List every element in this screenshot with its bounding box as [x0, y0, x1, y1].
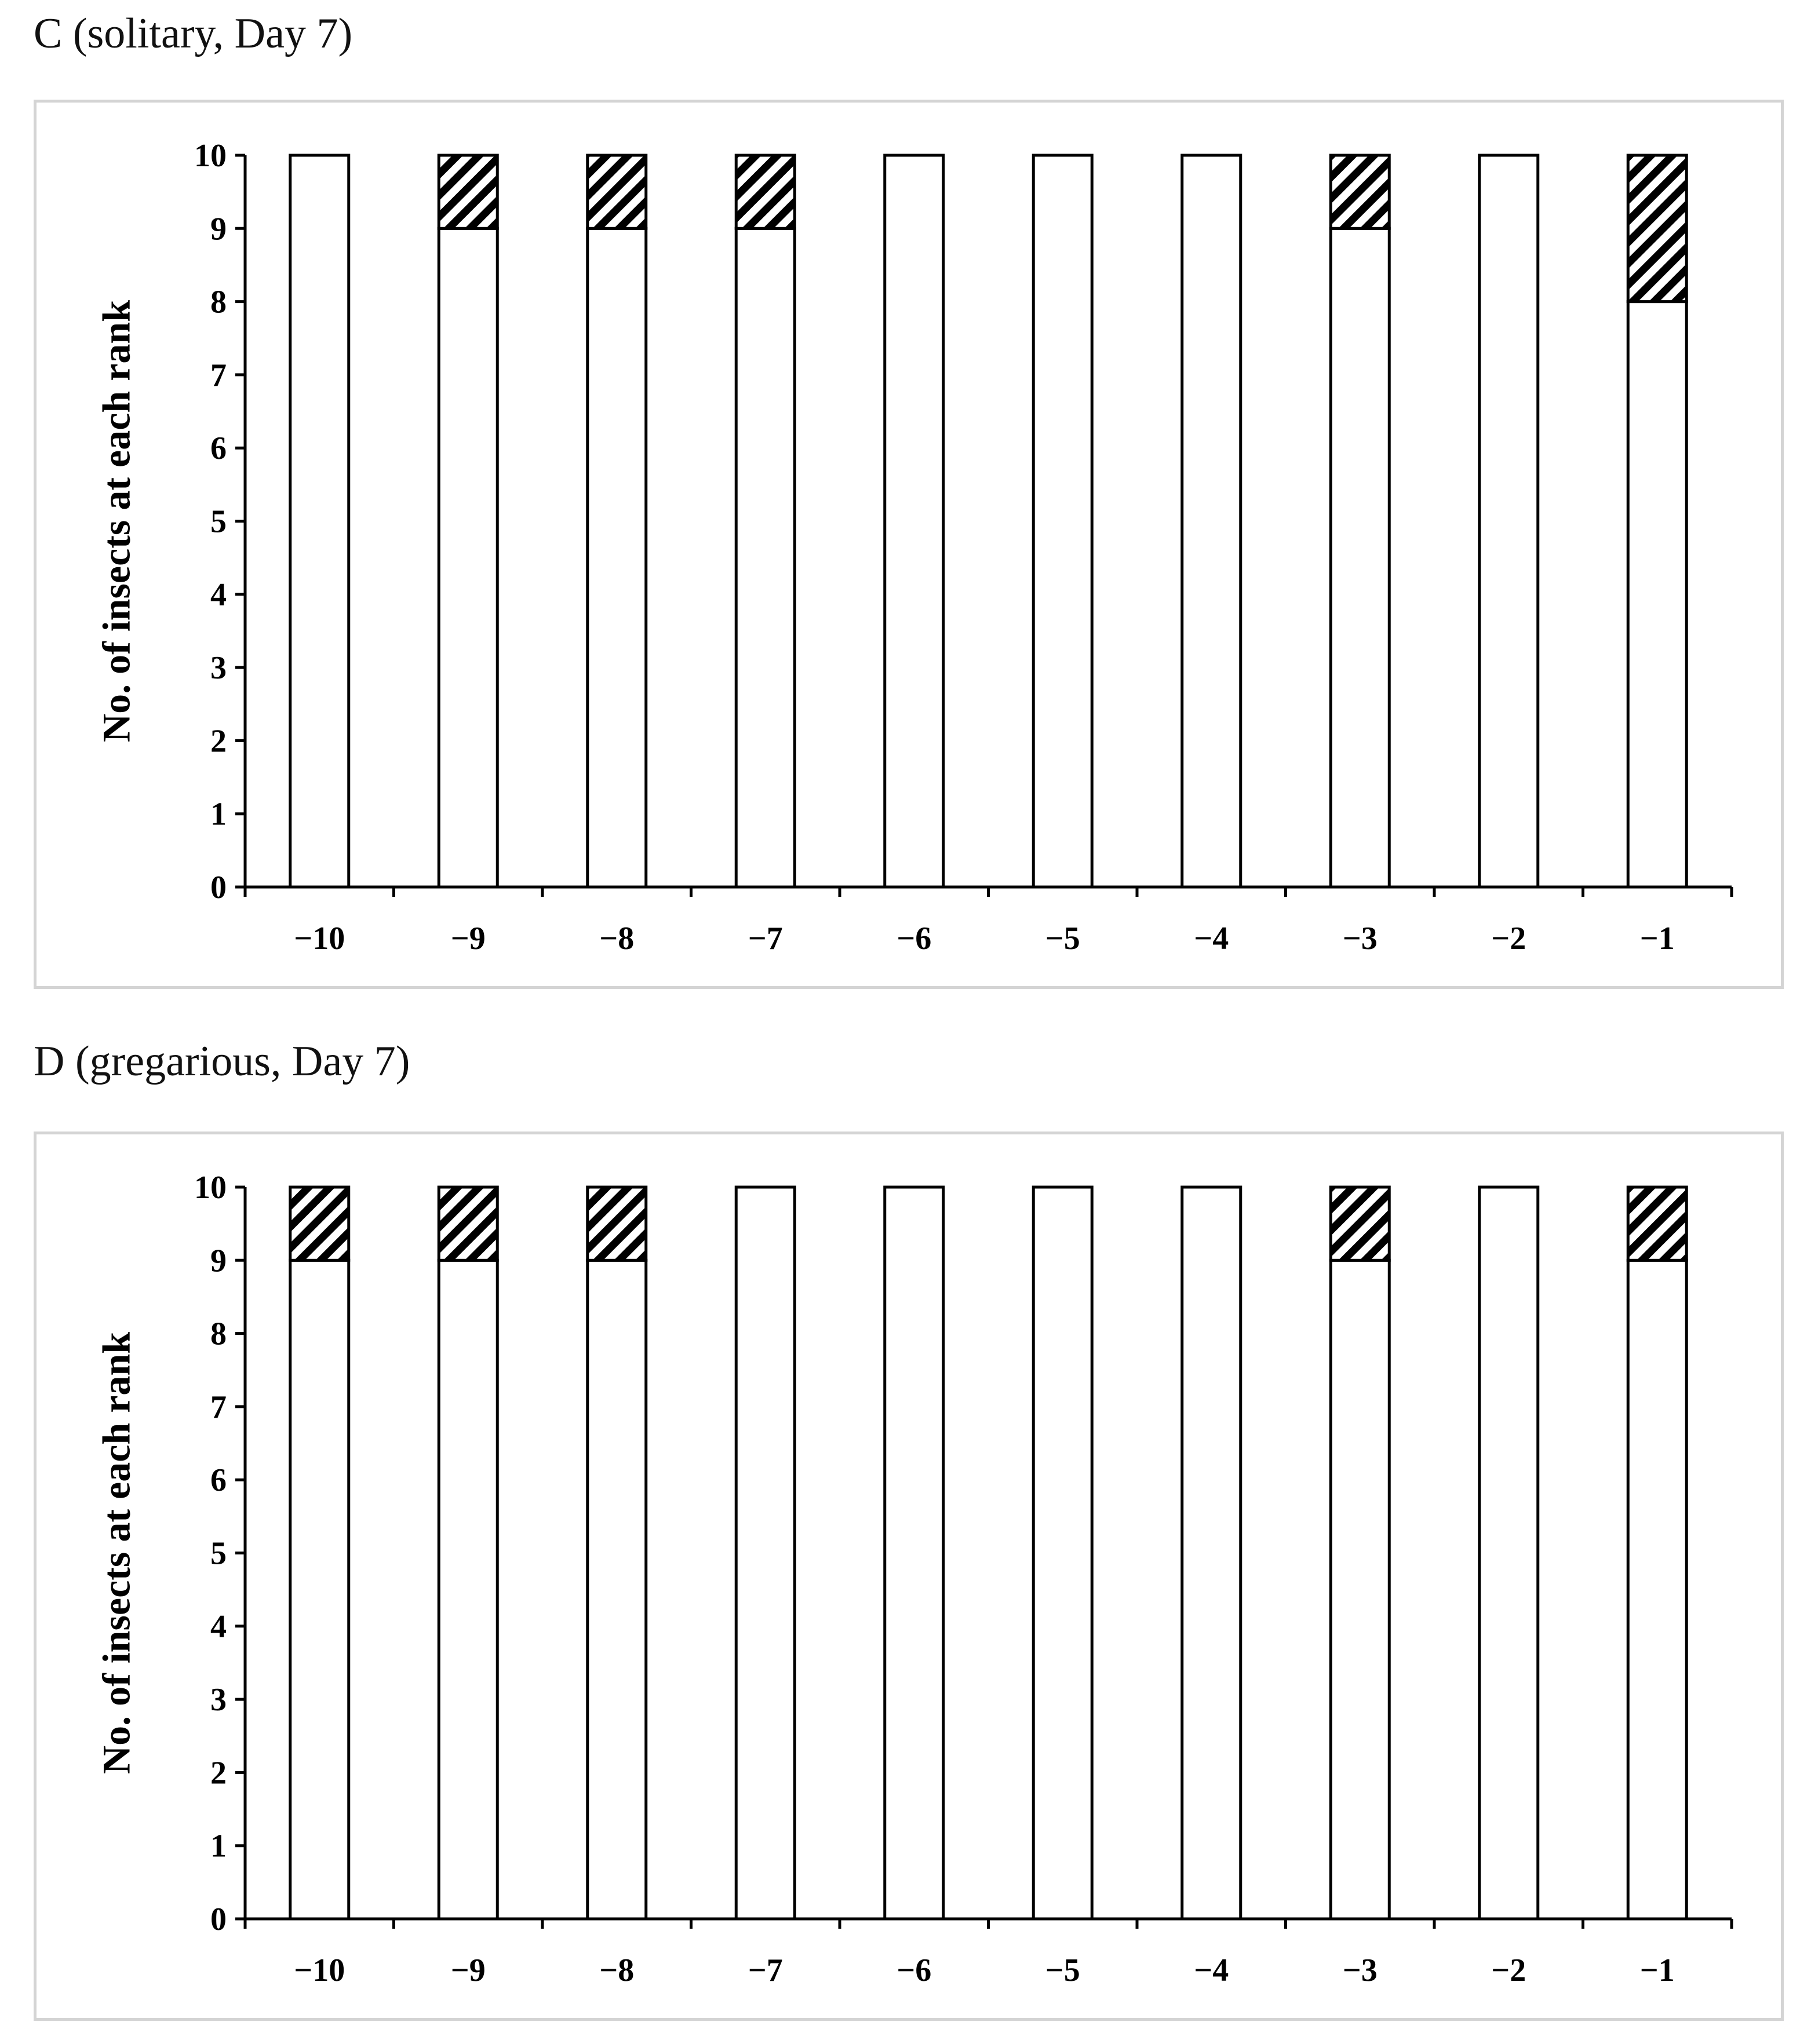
chart-d-y-tick-label: 7: [210, 1389, 227, 1425]
chart-c-x-tick-label: −2: [1491, 921, 1526, 957]
chart-c-y-axis-label: No. of insects at each rank: [94, 300, 139, 743]
chart-c-bar-hatched: [1331, 155, 1389, 228]
chart-c-x-tick-label: −8: [599, 921, 635, 957]
chart-c-bar-white: [1480, 155, 1538, 887]
chart-c-bar-hatched: [588, 155, 646, 228]
chart-c-bar-white: [439, 228, 497, 887]
chart-d-x-tick-label: −6: [897, 1952, 932, 1988]
chart-c-y-tick-label: 5: [210, 503, 227, 540]
chart-c-x-tick-label: −10: [294, 921, 345, 957]
chart-d-bar-white: [1033, 1187, 1092, 1919]
chart-d-y-tick-label: 8: [210, 1316, 227, 1352]
chart-d-x-tick-label: −1: [1639, 1952, 1675, 1988]
chart-d-bar-white: [1480, 1187, 1538, 1919]
chart-d-y-tick-label: 3: [210, 1682, 227, 1718]
chart-c-x-tick-label: −7: [748, 921, 783, 957]
chart-c-x-tick-label: −4: [1194, 921, 1229, 957]
chart-d-x-tick-label: −2: [1491, 1952, 1526, 1988]
chart-c-bar-white: [1033, 155, 1092, 887]
chart-d-x-tick-label: −5: [1045, 1952, 1080, 1988]
chart-c-bar-white: [290, 155, 349, 887]
chart-c-y-tick-label: 1: [210, 796, 227, 833]
chart-c-bar-hatched: [1628, 155, 1686, 302]
chart-d-y-tick-label: 1: [210, 1828, 227, 1864]
chart-c-svg: [37, 103, 1781, 986]
chart-d-bar-hatched: [1331, 1187, 1389, 1260]
chart-c-title: C (solitary, Day 7): [34, 10, 353, 57]
chart-d-x-tick-label: −9: [450, 1952, 486, 1988]
chart-c-y-tick-label: 8: [210, 284, 227, 320]
chart-d-x-tick-label: −3: [1342, 1952, 1378, 1988]
chart-c-bar-hatched: [439, 155, 497, 228]
chart-c-x-tick-label: −6: [897, 921, 932, 957]
chart-d-y-tick-label: 2: [210, 1755, 227, 1791]
chart-c-bar-white: [885, 155, 943, 887]
chart-d-bar-white: [439, 1260, 497, 1919]
chart-d-y-tick-label: 10: [194, 1170, 227, 1206]
chart-d-bar-white: [588, 1260, 646, 1919]
chart-c-bar-white: [588, 228, 646, 887]
chart-d-y-tick-label: 5: [210, 1535, 227, 1572]
chart-c-bar-white: [1182, 155, 1241, 887]
chart-c-y-tick-label: 9: [210, 211, 227, 247]
chart-c-bar-white: [1628, 302, 1686, 887]
chart-d-y-tick-label: 4: [210, 1608, 227, 1645]
chart-d-y-axis-label: No. of insects at each rank: [94, 1331, 139, 1775]
chart-d-title: D (gregarious, Day 7): [34, 1038, 410, 1085]
chart-d-x-tick-label: −4: [1194, 1952, 1229, 1988]
chart-c-x-tick-label: −1: [1639, 921, 1675, 957]
chart-d-frame: [34, 1132, 1784, 2021]
chart-d-bar-white: [290, 1260, 349, 1919]
chart-d-x-tick-label: −10: [294, 1952, 345, 1988]
chart-d-y-tick-label: 9: [210, 1243, 227, 1279]
chart-c-y-tick-label: 0: [210, 870, 227, 906]
chart-c-bar-hatched: [736, 155, 795, 228]
chart-d-bar-white: [1331, 1260, 1389, 1919]
chart-c-y-tick-label: 3: [210, 650, 227, 687]
chart-c-y-tick-label: 10: [194, 138, 227, 174]
chart-d-y-tick-label: 0: [210, 1901, 227, 1937]
chart-c-frame: [34, 100, 1784, 989]
chart-d-bar-hatched: [1628, 1187, 1686, 1260]
chart-c-bar-white: [736, 228, 795, 887]
chart-d-y-tick-label: 6: [210, 1462, 227, 1499]
chart-d-bar-white: [885, 1187, 943, 1919]
chart-c-y-tick-label: 7: [210, 357, 227, 393]
chart-d-bar-hatched: [290, 1187, 349, 1260]
chart-c-x-tick-label: −3: [1342, 921, 1378, 957]
chart-d-x-tick-label: −7: [748, 1952, 783, 1988]
chart-d-bar-white: [1182, 1187, 1241, 1919]
chart-c-x-tick-label: −5: [1045, 921, 1080, 957]
chart-c-y-tick-label: 2: [210, 723, 227, 760]
chart-d-bar-white: [1628, 1260, 1686, 1919]
chart-d-bar-hatched: [439, 1187, 497, 1260]
chart-d-x-tick-label: −8: [599, 1952, 635, 1988]
chart-c-x-tick-label: −9: [450, 921, 486, 957]
chart-c-bar-white: [1331, 228, 1389, 887]
chart-c-y-tick-label: 4: [210, 576, 227, 613]
chart-c-y-tick-label: 6: [210, 430, 227, 467]
chart-d-svg: [37, 1134, 1781, 2018]
chart-d-bar-hatched: [588, 1187, 646, 1260]
chart-d-bar-white: [736, 1187, 795, 1919]
